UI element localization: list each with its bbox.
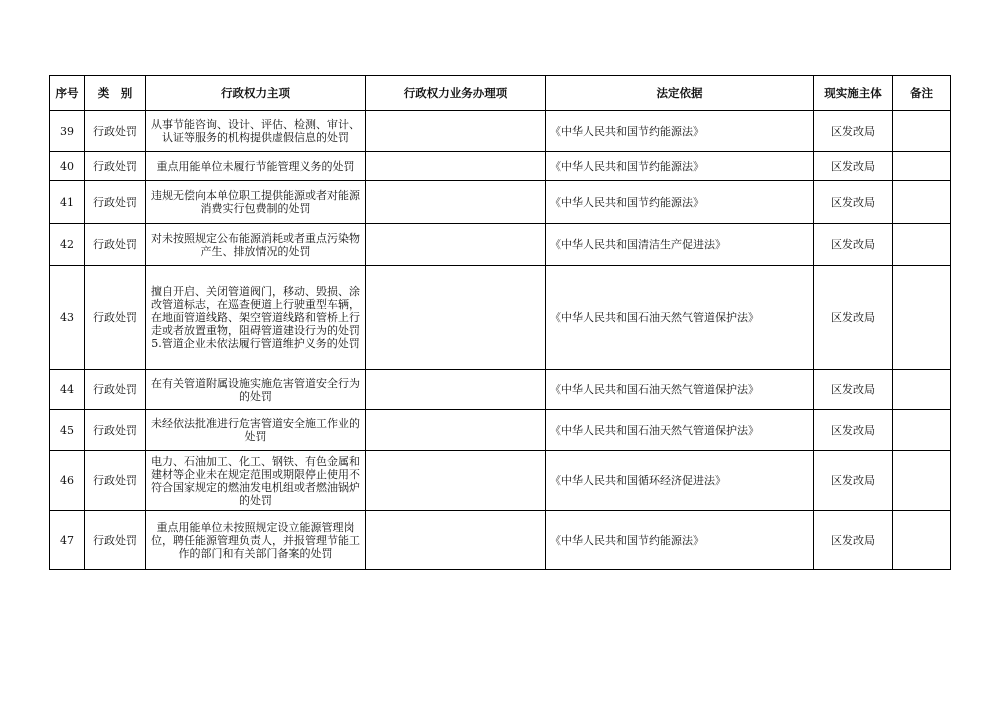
header-remark: 备注 xyxy=(893,76,951,111)
cell-category: 行政处罚 xyxy=(85,111,146,152)
table-row xyxy=(50,410,951,451)
cell-seq: 47 xyxy=(50,511,85,570)
cell-subject: 区发改局 xyxy=(814,181,893,224)
cell-subject: 区发改局 xyxy=(814,111,893,152)
cell-subject: 区发改局 xyxy=(814,224,893,266)
cell-category: 行政处罚 xyxy=(85,451,146,511)
table-row xyxy=(50,451,951,511)
power-list-table xyxy=(49,75,951,570)
cell-matter: 重点用能单位未按照规定设立能源管理岗位，聘任能源管理负责人，并报管理节能工作的部门和有关部门备案的处罚 xyxy=(146,511,366,570)
cell-business xyxy=(366,181,546,224)
table-row xyxy=(50,224,951,266)
cell-basis: 《中华人民共和国节约能源法》 xyxy=(546,152,814,181)
cell-matter: 在有关管道附属设施实施危害管道安全行为的处罚 xyxy=(146,370,366,410)
cell-basis: 《中华人民共和国循环经济促进法》 xyxy=(546,451,814,511)
cell-seq: 44 xyxy=(50,370,85,410)
cell-matter: 擅自开启、关闭管道阀门，移动、毁损、涂改管道标志，在巡查便道上行驶重型车辆，在地面管道线路、架空管道线路和管桥上行走或者放置重物，阻碍管道建设行为的处罚5.管道企业未依法履行管道维护义务的处罚 xyxy=(146,266,366,370)
cell-seq: 43 xyxy=(50,266,85,370)
cell-remark xyxy=(893,224,951,266)
cell-business xyxy=(366,152,546,181)
cell-seq: 46 xyxy=(50,451,85,511)
cell-seq: 40 xyxy=(50,152,85,181)
header-basis: 法定依据 xyxy=(546,76,814,111)
cell-business xyxy=(366,451,546,511)
cell-matter: 重点用能单位未履行节能管理义务的处罚 xyxy=(146,152,366,181)
cell-matter: 从事节能咨询、设计、评估、检测、审计、认证等服务的机构提供虚假信息的处罚 xyxy=(146,111,366,152)
cell-remark xyxy=(893,152,951,181)
table-row xyxy=(50,111,951,152)
cell-matter: 对未按照规定公布能源消耗或者重点污染物产生、排放情况的处罚 xyxy=(146,224,366,266)
cell-category: 行政处罚 xyxy=(85,266,146,370)
cell-seq: 39 xyxy=(50,111,85,152)
cell-subject: 区发改局 xyxy=(814,370,893,410)
cell-subject: 区发改局 xyxy=(814,410,893,451)
cell-business xyxy=(366,511,546,570)
cell-basis: 《中华人民共和国石油天然气管道保护法》 xyxy=(546,370,814,410)
header-category: 类 别 xyxy=(85,76,146,111)
cell-subject: 区发改局 xyxy=(814,451,893,511)
cell-seq: 41 xyxy=(50,181,85,224)
header-seq: 序号 xyxy=(50,76,85,111)
table-body xyxy=(50,111,951,570)
table-row xyxy=(50,370,951,410)
header-row xyxy=(50,76,951,111)
cell-business xyxy=(366,224,546,266)
cell-category: 行政处罚 xyxy=(85,370,146,410)
cell-category: 行政处罚 xyxy=(85,511,146,570)
table-row xyxy=(50,266,951,370)
cell-basis: 《中华人民共和国节约能源法》 xyxy=(546,511,814,570)
cell-basis: 《中华人民共和国石油天然气管道保护法》 xyxy=(546,266,814,370)
cell-business xyxy=(366,410,546,451)
cell-seq: 42 xyxy=(50,224,85,266)
cell-category: 行政处罚 xyxy=(85,224,146,266)
cell-basis: 《中华人民共和国节约能源法》 xyxy=(546,181,814,224)
cell-remark xyxy=(893,410,951,451)
cell-matter: 电力、石油加工、化工、钢铁、有色金属和建材等企业未在规定范围或期限停止使用不符合国家规定的燃油发电机组或者燃油锅炉的处罚 xyxy=(146,451,366,511)
cell-remark xyxy=(893,511,951,570)
cell-category: 行政处罚 xyxy=(85,181,146,224)
cell-subject: 区发改局 xyxy=(814,152,893,181)
table-row xyxy=(50,152,951,181)
cell-category: 行政处罚 xyxy=(85,152,146,181)
header-subject: 现实施主体 xyxy=(814,76,893,111)
table-row xyxy=(50,181,951,224)
cell-matter: 未经依法批准进行危害管道安全施工作业的处罚 xyxy=(146,410,366,451)
table-header xyxy=(50,76,951,111)
header-business: 行政权力业务办理项 xyxy=(366,76,546,111)
cell-matter: 违规无偿向本单位职工提供能源或者对能源消费实行包费制的处罚 xyxy=(146,181,366,224)
cell-subject: 区发改局 xyxy=(814,511,893,570)
cell-business xyxy=(366,266,546,370)
cell-category: 行政处罚 xyxy=(85,410,146,451)
cell-remark xyxy=(893,451,951,511)
cell-basis: 《中华人民共和国节约能源法》 xyxy=(546,111,814,152)
cell-remark xyxy=(893,111,951,152)
cell-business xyxy=(366,111,546,152)
cell-remark xyxy=(893,181,951,224)
table-row xyxy=(50,511,951,570)
cell-basis: 《中华人民共和国石油天然气管道保护法》 xyxy=(546,410,814,451)
cell-basis: 《中华人民共和国清洁生产促进法》 xyxy=(546,224,814,266)
cell-business xyxy=(366,370,546,410)
header-matter: 行政权力主项 xyxy=(146,76,366,111)
cell-remark xyxy=(893,266,951,370)
cell-seq: 45 xyxy=(50,410,85,451)
cell-subject: 区发改局 xyxy=(814,266,893,370)
cell-remark xyxy=(893,370,951,410)
